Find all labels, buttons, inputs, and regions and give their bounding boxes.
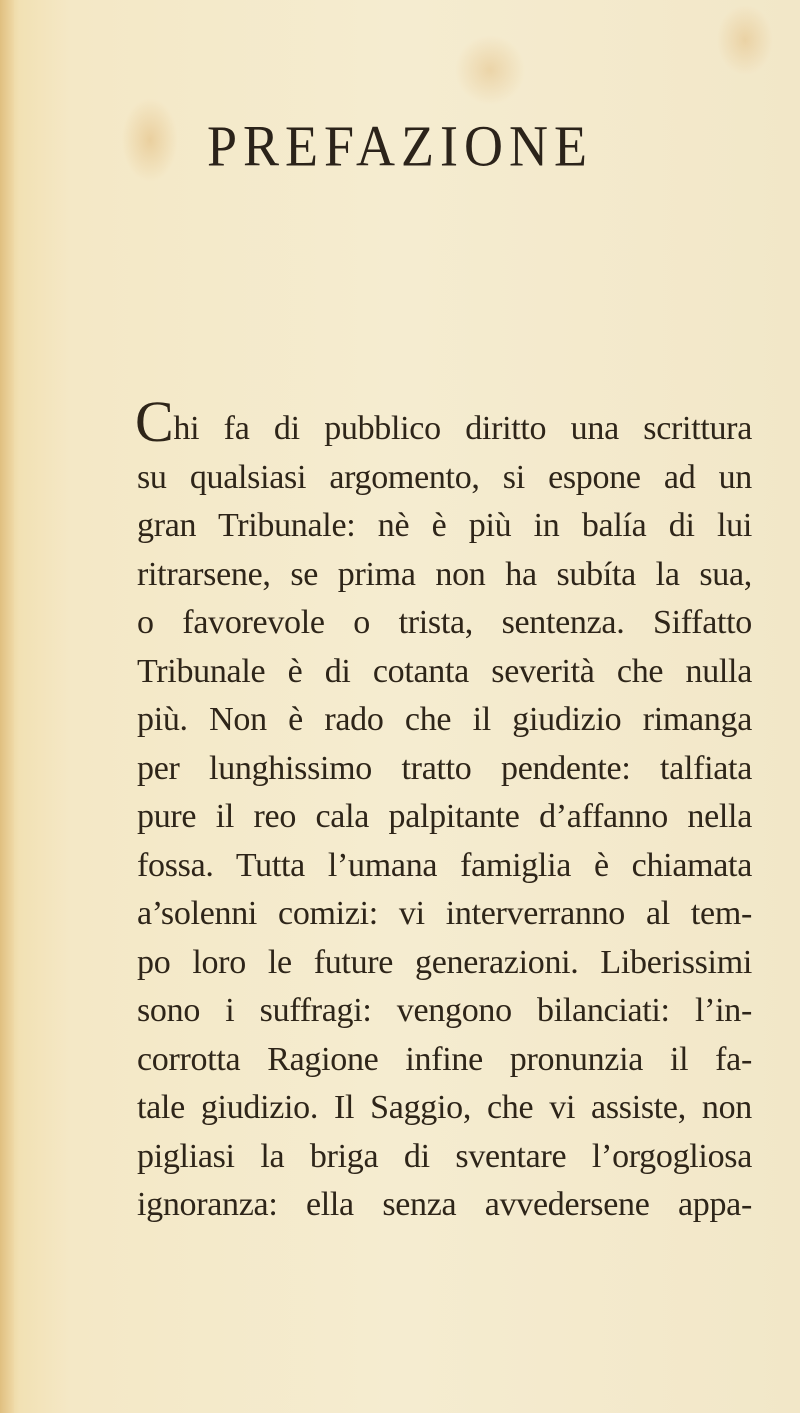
text-line: fossa. Tutta l’umana famiglia è chiamata (137, 846, 752, 884)
text-line: gran Tribunale: nè è più in balía di lui (137, 507, 752, 544)
text-line: più. Non è rado che il giudizio rimanga (137, 701, 752, 738)
text-line: ritrarsene, se prima non ha subíta la sua, (137, 555, 752, 593)
text-line: po loro le future generazioni. Liberissimi (137, 943, 752, 981)
text-line: corrotta Ragione infine pronunzia il fa- (137, 1040, 752, 1078)
text-line: a’solenni comizi: vi interverranno al tem- (137, 895, 752, 932)
text-line: per lunghissimo tratto pendente: talfiata (137, 749, 752, 787)
text-line: Tribunale è di cotanta severità che nulla (137, 652, 752, 690)
text-line: su qualsiasi argomento, si espone ad un (137, 458, 752, 496)
text-line: tale giudizio. Il Saggio, che vi assiste, non (137, 1089, 752, 1126)
text-line: Chi fa di pubblico diritto una scrittura (135, 389, 752, 454)
text-line: o favorevole o trista, sentenza. Siffatto (137, 604, 752, 641)
text-line: ignoranza: ella senza avvedersene appa- (137, 1186, 752, 1223)
text-line: pigliasi la briga di sventare l’orgogliosa (137, 1137, 752, 1175)
text-line: pure il reo cala palpitante d’affanno nella (137, 798, 752, 835)
body-paragraph (135, 389, 752, 1230)
text-line: sono i suffragi: vengono bilanciati: l’in- (137, 992, 752, 1029)
drop-cap: C (135, 389, 174, 454)
page-title: PREFAZIONE (206, 113, 593, 179)
page-edge (0, 0, 14, 1413)
